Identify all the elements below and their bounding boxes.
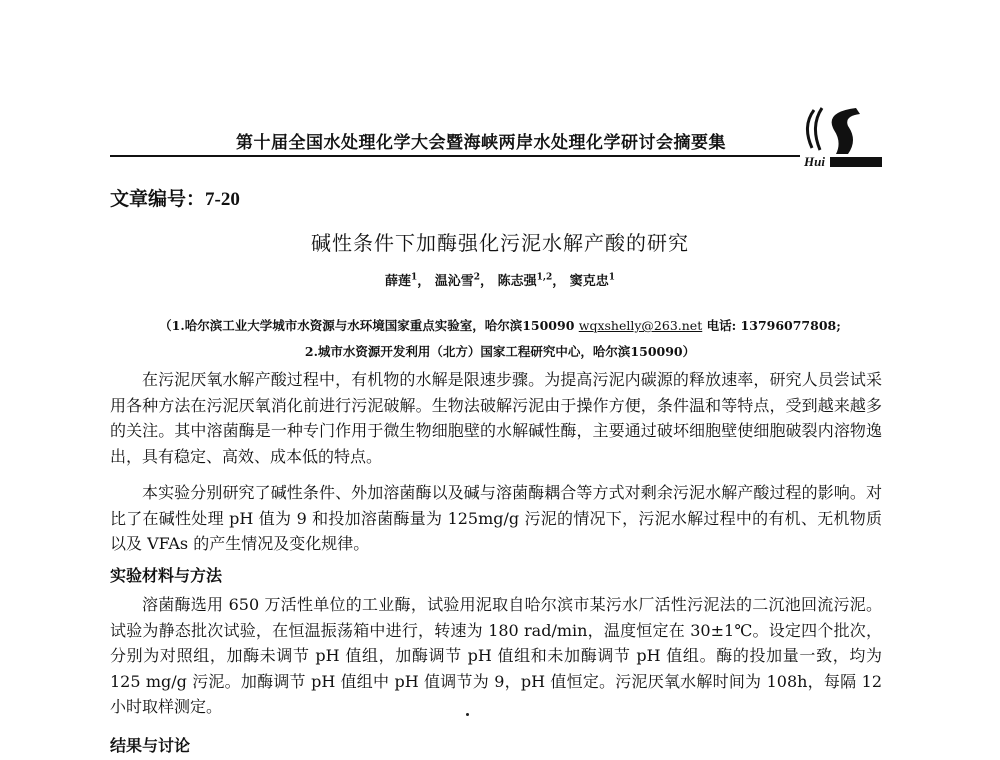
author-email-link[interactable]: wqxshelly@263.net xyxy=(578,318,703,333)
header-rule xyxy=(110,155,800,157)
logo-text: Hui xyxy=(804,154,825,169)
article-number xyxy=(110,184,240,211)
scan-speck xyxy=(466,713,469,716)
proceedings-header-title: 第十届全国水处理化学大会暨海峡两岸水处理化学研讨会摘要集 xyxy=(236,133,726,153)
section-heading-methods: 实验材料与方法 xyxy=(110,566,223,585)
affiliation-2: 2.城市水资源开发利用（北方）国家工程研究中心，哈尔滨150090） xyxy=(304,344,696,359)
section-heading-results: 结果与讨论 xyxy=(110,736,191,755)
body-paragraph-objective: 本实验分别研究了碱性条件、外加溶菌酶以及碱与溶菌酶耦合等方式对剩余污泥水解产酸过程的影响。对比了在碱性处理 pH 值为 9 和投加溶菌酶量为 125mg/g 污泥的情况下，污泥水解过程中的有机、无机物质以及 VFAs 的产生情况及变化规律。 xyxy=(110,483,882,553)
affiliation-1: （1.哈尔滨工业大学城市水资源与水环境国家重点实验室，哈尔滨150090 wqxshelly@263.net 电话: 13796077808; xyxy=(159,318,841,333)
author-list: 薛莲$^1$， 温沁雪$^2$， 陈志强$^{1,2}$， 窦克忠$^1$ xyxy=(384,272,616,289)
author: 窦克忠$^1$ xyxy=(569,272,616,289)
author: 陈志强$^{1,2}$ xyxy=(497,272,553,289)
paper-title: 碱性条件下加酶强化污泥水解产酸的研究 xyxy=(311,231,689,255)
proceedings-logo xyxy=(800,104,886,170)
body-paragraph-intro: 在污泥厌氧水解产酸过程中，有机物的水解是限速步骤。为提高污泥内碳源的释放速率，研究人员尝试采用各种方法在污泥厌氧消化前进行污泥破解。生物法破解污泥由于操作方便，条件温和等特点，受到越来越多的关注。其中溶菌酶是一种专门作用于微生物细胞壁的水解碱性酶，主要通过破坏细胞壁使细胞破裂内溶物逸出，具有稳定、高效、成本低的特点。 xyxy=(110,370,882,466)
author: 薛莲$^1$ xyxy=(384,272,418,289)
article-number-value: 7-20 xyxy=(205,189,240,210)
body-paragraph-methods: 溶菌酶选用 650 万活性单位的工业酶，试验用泥取自哈尔滨市某污水厂活性污泥法的二沉池回流污泥。试验为静态批次试验，在恒温振荡箱中进行，转速为 180 rad/min，温度恒定在 30±1℃。设定四个批次，分别为对照组，加酶未调节 pH 值组，加酶调节 pH 值组和未加酶调节 pH 值组。酶的投加量一致，均为 125 mg/g 污泥。加酶调节 pH 值组中 pH 值调节为 9，pH 值恒定。污泥厌氧水解时间为 108h，每隔 12 小时取样测定。 xyxy=(110,595,882,716)
article-number-label: 文章编号： xyxy=(110,188,206,210)
author: 温沁雪$^2$ xyxy=(434,272,481,289)
